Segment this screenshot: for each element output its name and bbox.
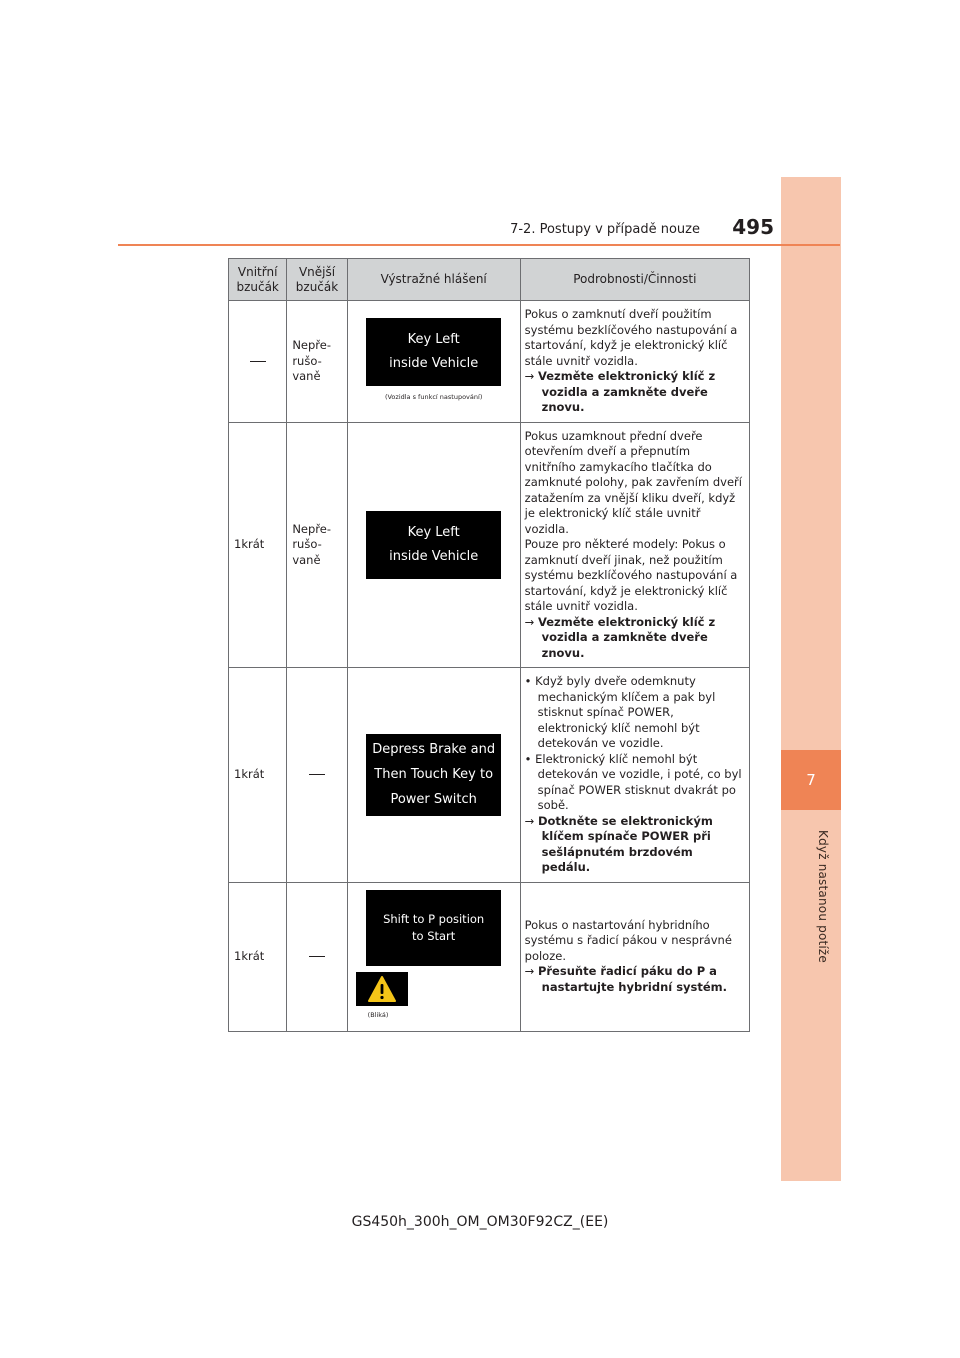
display-caption: (Vozidla s funkcí nastupování) — [384, 392, 483, 401]
not-applicable-dash — [309, 774, 325, 775]
bullet-text: Když byly dveře odemknuty mechanickým klíčem a pak byl stisknut spínač POWER, elektronický klíč nemohl být detekován ve vozidle. — [535, 674, 716, 750]
external-buzzer-cell — [287, 301, 347, 423]
key-left-display — [366, 318, 501, 386]
details-cell — [520, 668, 749, 883]
display-line: Power Switch — [390, 792, 477, 808]
arrow-icon: → — [524, 369, 538, 383]
display-line: Depress Brake and — [372, 742, 496, 758]
table-row — [229, 301, 750, 423]
chapter-number-tab[interactable]: 7 — [781, 750, 841, 810]
details-text: Pokus uzamknout přední dveře otevřením dveří a přepnutím vnitřního zamykacího tlačítka do zamknuté polohy, pak zavřením dveří zatažením za vnější kliku dveří, když je elektronický klíč stále uvnitř vozidla. — [524, 428, 742, 536]
details-text: Pouze pro některé modely: Pokus o zamknutí dveří jinak, než použitím systému bezklíčového nastupování a startování, když je elektronický klíč stále uvnitř vozidla. — [524, 537, 738, 613]
display-line: Key Left — [407, 524, 460, 540]
external-buzzer-cell — [287, 882, 347, 1031]
bullet-item — [525, 752, 743, 814]
action-line — [525, 964, 743, 995]
display-line: Then Touch Key to — [374, 767, 494, 783]
details-text: Pokus o nastartování hybridního systému s řadicí pákou v nesprávné poloze. — [524, 917, 732, 963]
section-title: 7-2. Postupy v případě nouze — [510, 222, 700, 237]
header-warning-message: Výstražné hlášení — [347, 259, 520, 301]
details-cell — [520, 301, 749, 423]
display-line: inside Vehicle — [389, 548, 479, 564]
display-line: Key Left — [407, 331, 460, 347]
arrow-icon: → — [524, 964, 538, 979]
action-text: Vezměte elektronický klíč z vozidla a zamkněte dveře znovu. — [537, 614, 716, 660]
action-text: Dotkněte se elektronickým klíčem spínače POWER při sešlápnutém brzdovém pedálu. — [537, 813, 713, 874]
internal-buzzer-cell: 1krát — [229, 668, 287, 883]
warning-message-cell — [347, 422, 520, 668]
internal-buzzer-cell: 1krát — [229, 422, 287, 668]
details-text: Pokus o zamknutí dveří použitím systému bezklíčového nastupování a startování, když je elektronický klíč stále uvnitř vozidla. — [524, 307, 738, 368]
bullet-icon: • — [524, 751, 536, 766]
warning-light — [356, 972, 408, 1006]
internal-buzzer-cell — [229, 301, 287, 423]
action-text: Vezměte elektronický klíč z vozidla a zamkněte dveře znovu. — [537, 369, 716, 414]
warning-table — [228, 258, 750, 1032]
header-details: Podrobnosti/Činnosti — [520, 259, 749, 301]
arrow-icon: → — [524, 813, 538, 828]
chapter-title: Když nastanou potíže — [816, 830, 830, 964]
table-row — [229, 882, 750, 1031]
header-external-buzzer: Vnější bzučák — [287, 259, 347, 301]
details-cell — [520, 882, 749, 1031]
warning-message-cell — [347, 668, 520, 883]
bullet-text: Elektronický klíč nemohl být detekován ve vozidle, i poté, co byl spínač POWER stisknut dvakrát po sobě. — [535, 751, 742, 812]
not-applicable-dash — [250, 361, 266, 362]
external-buzzer-value: Nepře-rušo-vaně — [292, 338, 332, 383]
display-line: inside Vehicle — [389, 355, 479, 371]
page-number: 495 — [732, 215, 774, 239]
header-internal-buzzer: Vnitřní bzučák — [229, 259, 287, 301]
key-left-display — [366, 511, 501, 579]
warning-triangle-icon — [367, 975, 397, 1003]
action-line — [525, 369, 743, 416]
shift-to-p-display — [366, 890, 501, 966]
document-code: GS450h_300h_OM_OM30F92CZ_(EE) — [351, 1214, 609, 1230]
action-text: Přesuňte řadicí páku do P a nastartujte hybridní systém. — [537, 964, 728, 994]
action-line — [525, 814, 743, 876]
table-row — [229, 422, 750, 668]
arrow-icon: → — [524, 614, 538, 629]
display-line: Shift to P position — [383, 911, 485, 926]
not-applicable-dash — [309, 956, 325, 957]
table-row — [229, 668, 750, 883]
bullet-item — [525, 674, 743, 752]
depress-brake-display — [366, 734, 501, 816]
warning-message-cell — [347, 301, 520, 423]
header-rule — [118, 244, 840, 246]
display-caption: (Bliká) — [367, 1010, 389, 1019]
warning-message-cell — [347, 882, 520, 1031]
bullet-icon: • — [524, 674, 536, 688]
external-buzzer-cell — [287, 668, 347, 883]
external-buzzer-value: Nepře-rušo-vaně — [292, 521, 332, 567]
table-header-row — [229, 259, 750, 301]
display-line: to Start — [412, 928, 456, 943]
details-cell — [520, 422, 749, 668]
internal-buzzer-cell: 1krát — [229, 882, 287, 1031]
action-line — [525, 615, 743, 662]
external-buzzer-cell — [287, 422, 347, 668]
